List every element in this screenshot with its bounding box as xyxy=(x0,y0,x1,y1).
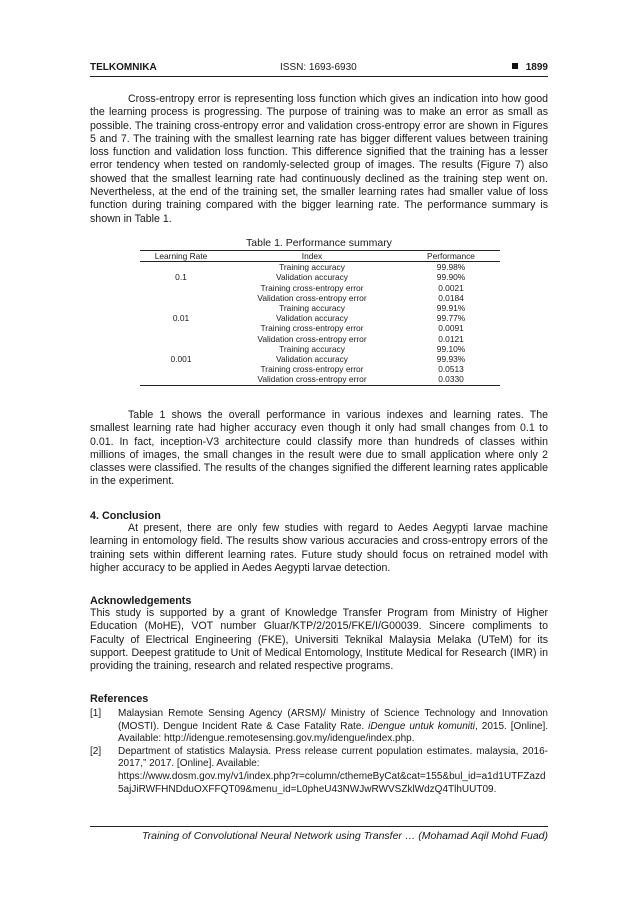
index-cell: Training accuracy xyxy=(279,343,345,354)
index-cell: Training accuracy xyxy=(279,303,345,314)
acknowledgements-paragraph: This study is supported by a grant of Knowledge Transfer Program from Ministry of Higher Education (MoHE), VOT number Gluar/KTP/2/2015/FKE/I/G00039. Sincere compliments to Faculty of Electrical Engineering (FKE), Universiti Teknikal Malaysia Melaka (UTeM) for its support. Deepest gratitude to Unit of Medical Entomology, Institute Medical for Research (IMR) in providing the training, research and related respective programs. xyxy=(90,607,548,673)
index-cell: Validation accuracy xyxy=(275,313,348,324)
table-row xyxy=(140,293,500,303)
table-row xyxy=(140,374,500,385)
learning-rate-cell: 0.001 xyxy=(170,354,192,365)
index-cell: Training cross-entropy error xyxy=(260,282,364,293)
conclusion-heading: 4. Conclusion xyxy=(90,510,161,522)
learning-rate-cell: 0.01 xyxy=(172,313,190,324)
page-number: 1899 xyxy=(525,62,548,73)
index-cell: Validation accuracy xyxy=(275,272,348,283)
performance-cell: 0.0184 xyxy=(438,292,464,303)
performance-cell: 0.0021 xyxy=(438,282,464,293)
reference-text: Malaysian Remote Sensing Agency (ARSM)/ Ministry of Science Technology and Innovation (MOSTI). Dengue Incident Rate & Case Fatality Rate. xyxy=(118,708,548,732)
table-row xyxy=(140,323,500,333)
reference-number: [1] xyxy=(90,708,102,719)
page-number-block xyxy=(512,62,548,73)
performance-cell: 99.90% xyxy=(436,272,466,283)
performance-cell: 0.0513 xyxy=(438,364,464,375)
table-row xyxy=(140,344,500,354)
performance-summary-table xyxy=(140,250,500,386)
reference-item xyxy=(90,708,548,746)
conclusion-paragraph: At present, there are only few studies with regard to Aedes Aegypti larvae machine learning in entomology field. The results show various accuracies and cross-entropy errors of the training sets within different learning rates. Future study should focus on retrained model with higher accuracy to be applied in Aedes Aegypti larvae detection. xyxy=(90,522,548,574)
page-header xyxy=(90,60,548,77)
table-row xyxy=(140,334,500,344)
header-learning-rate: Learning Rate xyxy=(140,251,222,262)
reference-italic: iDengue untuk komuniti xyxy=(368,720,476,732)
table-caption: Table 1. Performance summary xyxy=(246,237,392,249)
references-list xyxy=(90,708,548,796)
body-paragraph-1: Cross-entropy error is representing loss function which gives an indication into how good the learning process is progressing. The purpose of training was to make an error as small as possible. The training cross-entropy error and validation cross-entropy error are shown in Figures 5 and 7. The training with the smallest learning rate has bigger different values between training loss function and validation loss function. This difference signified that the training has a lesser error tendency when tested on randomly-selected group of images. The results (Figure 7) also showed that the smallest learning rate had continuously declined as the training step went on. Nevertheless, at the end of the training set, the smaller learning rates had smaller value of loss function during training compared with the bigger learning rate. The performance summary is shown in Table 1. xyxy=(90,93,548,225)
performance-cell: 99.98% xyxy=(436,262,466,273)
index-cell: Validation accuracy xyxy=(275,354,348,365)
journal-name: TELKOMNIKA xyxy=(90,62,157,73)
reference-number: [2] xyxy=(90,745,102,757)
table-header-row xyxy=(140,251,500,262)
table-row xyxy=(140,364,500,374)
acknowledgements-heading: Acknowledgements xyxy=(90,595,192,607)
table-row xyxy=(140,283,500,293)
body-paragraph-2: Table 1 shows the overall performance in various indexes and learning rates. The smallest learning rate had higher accuracy even though it only had small changes from 0.1 to 0.01. In fact, inception-V3 architecture could classify more than hundreds of classes within millions of images, the small changes in the result were due to small application where only 2 classes were classified. The results of the changes signified the different learning rates applicable in the experiment. xyxy=(90,409,548,488)
performance-cell: 99.77% xyxy=(436,313,466,324)
index-cell: Validation cross-entropy error xyxy=(257,333,367,344)
index-cell: Validation cross-entropy error xyxy=(222,374,402,385)
table-row xyxy=(140,354,500,364)
reference-item xyxy=(90,746,548,796)
performance-cell: 99.93% xyxy=(436,354,466,365)
header-performance: Performance xyxy=(402,251,500,262)
performance-cell: 0.0121 xyxy=(438,333,464,344)
performance-cell: 99.10% xyxy=(436,343,466,354)
index-cell: Validation cross-entropy error xyxy=(257,292,367,303)
index-cell: Training cross-entropy error xyxy=(260,323,364,334)
table-row xyxy=(140,262,500,273)
index-cell: Training cross-entropy error xyxy=(260,364,364,375)
square-bullet-icon xyxy=(512,63,518,69)
reference-text-tail: , 2015. [Online]. Available: http://idengue.remotesensing.gov.my/idengue/index.php. xyxy=(118,720,549,745)
page-footer: Training of Convolutional Neural Network using Transfer … (Mohamad Aqil Mohd Fuad) xyxy=(90,826,548,842)
table-row xyxy=(140,303,500,313)
table-row xyxy=(140,313,500,323)
index-cell: Training accuracy xyxy=(279,262,345,273)
performance-cell: 99.91% xyxy=(436,303,466,314)
references-heading: References xyxy=(90,693,149,705)
table-row xyxy=(140,272,500,282)
header-index: Index xyxy=(222,251,402,262)
learning-rate-cell: 0.1 xyxy=(175,272,187,283)
performance-cell: 0.0330 xyxy=(402,374,500,385)
performance-cell: 0.0091 xyxy=(438,323,464,334)
reference-text: Department of statistics Malaysia. Press release current population estimates. malaysia, 2016-2017,” 2017. [Online]. Available: xyxy=(118,745,548,770)
issn: ISSN: 1693-6930 xyxy=(280,62,357,73)
reference-url[interactable]: https://www.dosm.gov.my/v1/index.php?r=column/cthemeByCat&cat=155&bul_id=a1d1UTFZazd5ajJiRWFHNDduOXFFQT09&menu_id=L0pheU43NWJwRWVSZklWdzQ4TlhUUT09. xyxy=(118,770,546,795)
